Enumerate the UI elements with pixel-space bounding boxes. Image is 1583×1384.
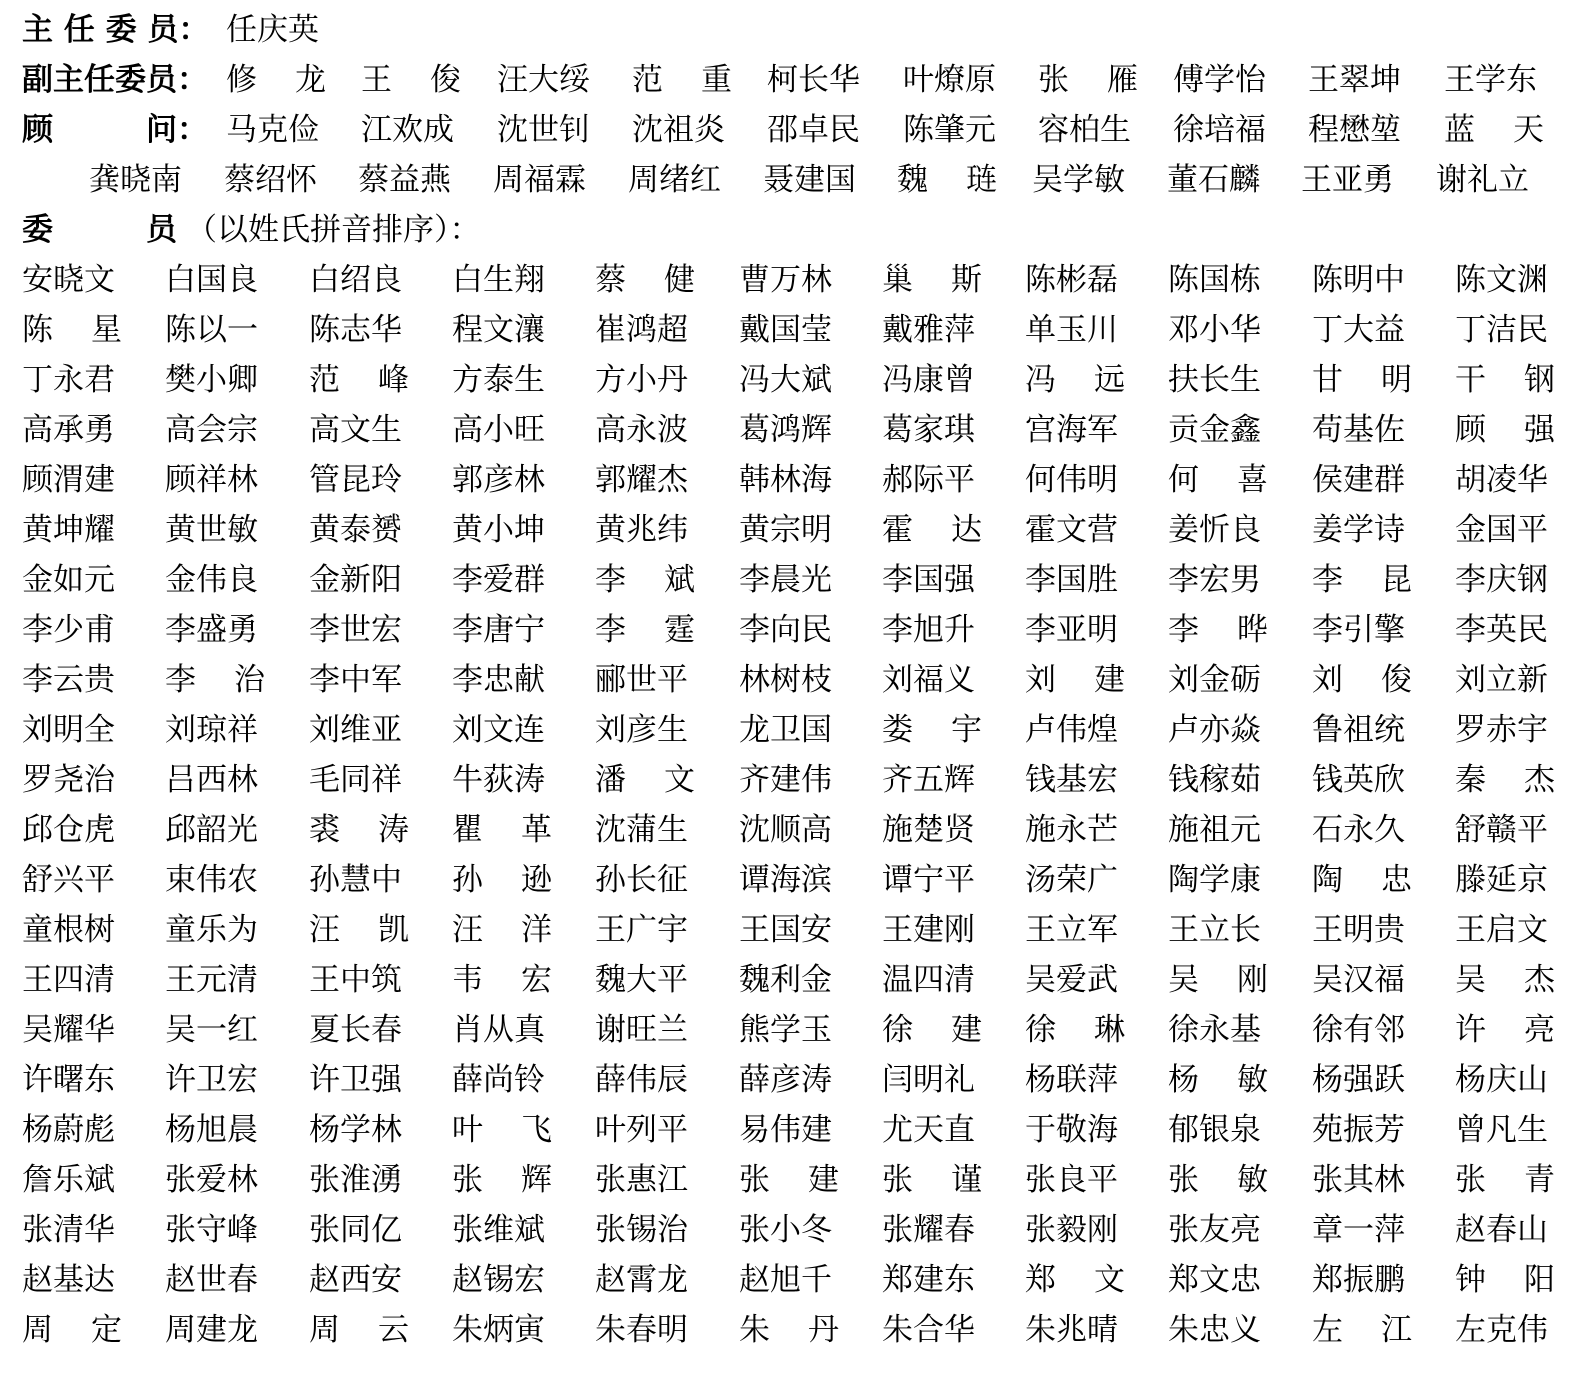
member-name: 李中军 bbox=[309, 662, 402, 698]
member-name: 李 晔 bbox=[1168, 612, 1268, 648]
vice-director-name: 王翠坤 bbox=[1308, 62, 1401, 98]
members-label: 委 员 bbox=[22, 212, 177, 248]
member-name: 杨庆山 bbox=[1455, 1062, 1548, 1098]
member-name: 朱炳寅 bbox=[452, 1312, 545, 1348]
vice-director-name: 王学东 bbox=[1444, 62, 1537, 98]
member-name: 李 昆 bbox=[1312, 562, 1412, 598]
member-name: 徐有邻 bbox=[1312, 1012, 1405, 1048]
member-name: 顾 强 bbox=[1455, 412, 1555, 448]
member-name: 王国安 bbox=[739, 912, 832, 948]
member-name: 谭宁平 bbox=[882, 862, 975, 898]
member-name: 李英民 bbox=[1455, 612, 1548, 648]
member-name: 高小旺 bbox=[452, 412, 545, 448]
member-name: 杨联萍 bbox=[1025, 1062, 1118, 1098]
member-name: 安晓文 bbox=[22, 262, 115, 298]
member-name: 高永波 bbox=[595, 412, 688, 448]
advisor-name: 吴学敏 bbox=[1032, 162, 1125, 198]
member-name: 李宏男 bbox=[1168, 562, 1261, 598]
member-name: 程文瀼 bbox=[452, 312, 545, 348]
member-name: 李庆钢 bbox=[1455, 562, 1548, 598]
member-name: 张 建 bbox=[739, 1162, 839, 1198]
member-name: 赵世春 bbox=[165, 1262, 258, 1298]
member-name: 王建刚 bbox=[882, 912, 975, 948]
member-name: 韩林海 bbox=[739, 462, 832, 498]
member-name: 赵基达 bbox=[22, 1262, 115, 1298]
member-name: 赵春山 bbox=[1455, 1212, 1548, 1248]
member-name: 贡金鑫 bbox=[1168, 412, 1261, 448]
member-name: 张淮湧 bbox=[309, 1162, 402, 1198]
advisor-name: 蓝 天 bbox=[1444, 112, 1544, 148]
member-name: 李国胜 bbox=[1025, 562, 1118, 598]
member-name: 魏大平 bbox=[595, 962, 688, 998]
member-name: 张同亿 bbox=[309, 1212, 402, 1248]
member-name: 许卫强 bbox=[309, 1062, 402, 1098]
member-name: 钱稼茹 bbox=[1168, 762, 1261, 798]
member-name: 李世宏 bbox=[309, 612, 402, 648]
member-name: 杨 敏 bbox=[1168, 1062, 1268, 1098]
member-name: 范 峰 bbox=[309, 362, 409, 398]
member-name: 闫明礼 bbox=[882, 1062, 975, 1098]
advisor-name: 周福霖 bbox=[493, 162, 586, 198]
member-name: 王启文 bbox=[1455, 912, 1548, 948]
member-name: 赵西安 bbox=[309, 1262, 402, 1298]
member-name: 张 辉 bbox=[452, 1162, 552, 1198]
member-name: 陈明中 bbox=[1312, 262, 1405, 298]
member-name: 许卫宏 bbox=[165, 1062, 258, 1098]
member-name: 赵旭千 bbox=[739, 1262, 832, 1298]
member-name: 张其林 bbox=[1312, 1162, 1405, 1198]
advisor-name: 蔡绍怀 bbox=[224, 162, 317, 198]
member-name: 娄 宇 bbox=[882, 712, 982, 748]
vice-director-name: 王 俊 bbox=[361, 62, 461, 98]
member-name: 夏长春 bbox=[309, 1012, 402, 1048]
member-name: 吴爱武 bbox=[1025, 962, 1118, 998]
member-name: 朱合华 bbox=[882, 1312, 975, 1348]
member-name: 肖从真 bbox=[452, 1012, 545, 1048]
member-name: 苑振芳 bbox=[1312, 1112, 1405, 1148]
member-name: 吴汉福 bbox=[1312, 962, 1405, 998]
member-name: 王广宇 bbox=[595, 912, 688, 948]
vice-director-name: 叶燎原 bbox=[903, 62, 996, 98]
member-name: 金国平 bbox=[1455, 512, 1548, 548]
member-name: 扶长生 bbox=[1168, 362, 1261, 398]
member-name: 郭耀杰 bbox=[595, 462, 688, 498]
member-name: 张耀春 bbox=[882, 1212, 975, 1248]
member-name: 李旭升 bbox=[882, 612, 975, 648]
member-name: 吴耀华 bbox=[22, 1012, 115, 1048]
member-name: 滕延京 bbox=[1455, 862, 1548, 898]
member-name: 陈志华 bbox=[309, 312, 402, 348]
advisor-name: 蔡益燕 bbox=[358, 162, 451, 198]
member-name: 张友亮 bbox=[1168, 1212, 1261, 1248]
member-name: 龙卫国 bbox=[739, 712, 832, 748]
member-name: 葛鸿辉 bbox=[739, 412, 832, 448]
member-name: 崔鸿超 bbox=[595, 312, 688, 348]
advisor-name: 容柏生 bbox=[1038, 112, 1131, 148]
member-name: 张 敏 bbox=[1168, 1162, 1268, 1198]
vice-director-name: 张 雁 bbox=[1038, 62, 1138, 98]
member-name: 叶列平 bbox=[595, 1112, 688, 1148]
member-name: 杨学林 bbox=[309, 1112, 402, 1148]
member-name: 章一萍 bbox=[1312, 1212, 1405, 1248]
member-name: 舒赣平 bbox=[1455, 812, 1548, 848]
member-name: 张爱林 bbox=[165, 1162, 258, 1198]
member-name: 易伟建 bbox=[739, 1112, 832, 1148]
member-name: 霍 达 bbox=[882, 512, 982, 548]
member-name: 王四清 bbox=[22, 962, 115, 998]
member-name: 朱春明 bbox=[595, 1312, 688, 1348]
member-name: 詹乐斌 bbox=[22, 1162, 115, 1198]
member-name: 施楚贤 bbox=[882, 812, 975, 848]
member-name: 李云贵 bbox=[22, 662, 115, 698]
member-name: 黄坤耀 bbox=[22, 512, 115, 548]
member-name: 卢伟煌 bbox=[1025, 712, 1118, 748]
member-name: 邱韶光 bbox=[165, 812, 258, 848]
member-name: 张惠江 bbox=[595, 1162, 688, 1198]
member-name: 张小冬 bbox=[739, 1212, 832, 1248]
member-name: 高会宗 bbox=[165, 412, 258, 448]
member-name: 孙长征 bbox=[595, 862, 688, 898]
member-name: 张清华 bbox=[22, 1212, 115, 1248]
member-name: 樊小卿 bbox=[165, 362, 258, 398]
advisor-name: 聂建国 bbox=[763, 162, 856, 198]
member-name: 李忠献 bbox=[452, 662, 545, 698]
member-name: 郁银泉 bbox=[1168, 1112, 1261, 1148]
member-name: 冯康曾 bbox=[882, 362, 975, 398]
member-name: 沈顺高 bbox=[739, 812, 832, 848]
member-name: 叶 飞 bbox=[452, 1112, 552, 1148]
member-name: 丁永君 bbox=[22, 362, 115, 398]
advisors-label: 顾 问： bbox=[22, 112, 208, 148]
member-name: 白生翔 bbox=[452, 262, 545, 298]
member-name: 何 喜 bbox=[1168, 462, 1268, 498]
member-name: 陈国栋 bbox=[1168, 262, 1261, 298]
member-name: 张 谨 bbox=[882, 1162, 982, 1198]
member-name: 刘维亚 bbox=[309, 712, 402, 748]
member-name: 白国良 bbox=[165, 262, 258, 298]
member-name: 丁大益 bbox=[1312, 312, 1405, 348]
member-name: 金伟良 bbox=[165, 562, 258, 598]
member-name: 周 定 bbox=[22, 1312, 122, 1348]
member-name: 刘金砺 bbox=[1168, 662, 1261, 698]
member-name: 葛家琪 bbox=[882, 412, 975, 448]
member-name: 牛荻涛 bbox=[452, 762, 545, 798]
member-name: 鲁祖统 bbox=[1312, 712, 1405, 748]
member-name: 郑 文 bbox=[1025, 1262, 1125, 1298]
member-name: 徐永基 bbox=[1168, 1012, 1261, 1048]
member-name: 张毅刚 bbox=[1025, 1212, 1118, 1248]
member-name: 王中筑 bbox=[309, 962, 402, 998]
member-name: 许曙东 bbox=[22, 1062, 115, 1098]
member-name: 王明贵 bbox=[1312, 912, 1405, 948]
member-name: 郝际平 bbox=[882, 462, 975, 498]
member-name: 吕西林 bbox=[165, 762, 258, 798]
member-name: 孙 逊 bbox=[452, 862, 552, 898]
member-name: 薛彦涛 bbox=[739, 1062, 832, 1098]
member-name: 干 钢 bbox=[1455, 362, 1555, 398]
advisor-name: 周绪红 bbox=[628, 162, 721, 198]
member-name: 侯建群 bbox=[1312, 462, 1405, 498]
director-name: 任庆英 bbox=[226, 12, 319, 48]
member-name: 沈蒲生 bbox=[595, 812, 688, 848]
member-name: 钱基宏 bbox=[1025, 762, 1118, 798]
member-name: 高承勇 bbox=[22, 412, 115, 448]
member-name: 李少甫 bbox=[22, 612, 115, 648]
vice-director-name: 傅学怡 bbox=[1173, 62, 1266, 98]
advisor-name: 陈肇元 bbox=[903, 112, 996, 148]
member-name: 陈 星 bbox=[22, 312, 122, 348]
member-name: 刘琼祥 bbox=[165, 712, 258, 748]
member-name: 王立长 bbox=[1168, 912, 1261, 948]
member-name: 刘 建 bbox=[1025, 662, 1125, 698]
advisor-name: 魏 琏 bbox=[897, 162, 997, 198]
member-name: 施祖元 bbox=[1168, 812, 1261, 848]
vice-director-name: 汪大绥 bbox=[497, 62, 590, 98]
member-name: 陈彬磊 bbox=[1025, 262, 1118, 298]
member-name: 童根树 bbox=[22, 912, 115, 948]
member-name: 谭海滨 bbox=[739, 862, 832, 898]
member-name: 黄小坤 bbox=[452, 512, 545, 548]
member-name: 陶 忠 bbox=[1312, 862, 1412, 898]
member-name: 秦 杰 bbox=[1455, 762, 1555, 798]
member-name: 朱兆晴 bbox=[1025, 1312, 1118, 1348]
member-name: 郑建东 bbox=[882, 1262, 975, 1298]
member-name: 汪 凯 bbox=[309, 912, 409, 948]
member-name: 刘文连 bbox=[452, 712, 545, 748]
advisor-name: 董石麟 bbox=[1167, 162, 1260, 198]
member-name: 李引擎 bbox=[1312, 612, 1405, 648]
advisor-name: 马克俭 bbox=[226, 112, 319, 148]
member-name: 李亚明 bbox=[1025, 612, 1118, 648]
member-name: 曾凡生 bbox=[1455, 1112, 1548, 1148]
member-name: 刘福义 bbox=[882, 662, 975, 698]
member-name: 刘立新 bbox=[1455, 662, 1548, 698]
member-name: 单玉川 bbox=[1025, 312, 1118, 348]
member-name: 徐 建 bbox=[882, 1012, 982, 1048]
member-name: 高文生 bbox=[309, 412, 402, 448]
member-name: 韦 宏 bbox=[452, 962, 552, 998]
member-name: 温四清 bbox=[882, 962, 975, 998]
member-name: 刘彦生 bbox=[595, 712, 688, 748]
member-name: 宫海军 bbox=[1025, 412, 1118, 448]
member-name: 吴一红 bbox=[165, 1012, 258, 1048]
member-name: 姜忻良 bbox=[1168, 512, 1261, 548]
member-name: 李向民 bbox=[739, 612, 832, 648]
member-name: 黄宗明 bbox=[739, 512, 832, 548]
member-name: 曹万林 bbox=[739, 262, 832, 298]
member-name: 赵锡宏 bbox=[452, 1262, 545, 1298]
member-name: 赵霄龙 bbox=[595, 1262, 688, 1298]
vice-director-name: 修 龙 bbox=[226, 62, 326, 98]
members-note: （以姓氏拼音排序）： bbox=[186, 212, 481, 248]
member-name: 方泰生 bbox=[452, 362, 545, 398]
member-name: 杨旭晨 bbox=[165, 1112, 258, 1148]
member-name: 薛尚铃 bbox=[452, 1062, 545, 1098]
member-name: 罗赤宇 bbox=[1455, 712, 1548, 748]
member-name: 郦世平 bbox=[595, 662, 688, 698]
member-name: 蔡 健 bbox=[595, 262, 695, 298]
member-name: 金新阳 bbox=[309, 562, 402, 598]
member-name: 魏利金 bbox=[739, 962, 832, 998]
member-name: 林树枝 bbox=[739, 662, 832, 698]
member-name: 杨蔚彪 bbox=[22, 1112, 115, 1148]
member-name: 施永芒 bbox=[1025, 812, 1118, 848]
member-name: 裘 涛 bbox=[309, 812, 409, 848]
member-name: 石永久 bbox=[1312, 812, 1405, 848]
advisor-name: 徐培福 bbox=[1173, 112, 1266, 148]
member-name: 苟基佐 bbox=[1312, 412, 1405, 448]
member-name: 杨强跃 bbox=[1312, 1062, 1405, 1098]
advisor-name: 王亚勇 bbox=[1301, 162, 1394, 198]
member-name: 于敬海 bbox=[1025, 1112, 1118, 1148]
member-name: 汪 洋 bbox=[452, 912, 552, 948]
member-name: 左克伟 bbox=[1455, 1312, 1548, 1348]
vice-directors-label: 副主任委员： bbox=[22, 62, 208, 98]
member-name: 钟 阳 bbox=[1455, 1262, 1555, 1298]
member-name: 金如元 bbox=[22, 562, 115, 598]
advisor-name: 龚晓南 bbox=[89, 162, 182, 198]
member-name: 刘明全 bbox=[22, 712, 115, 748]
advisor-name: 沈祖炎 bbox=[632, 112, 725, 148]
member-name: 李晨光 bbox=[739, 562, 832, 598]
member-name: 陈以一 bbox=[165, 312, 258, 348]
member-name: 童乐为 bbox=[165, 912, 258, 948]
member-name: 熊学玉 bbox=[739, 1012, 832, 1048]
member-name: 张良平 bbox=[1025, 1162, 1118, 1198]
director-label: 主 任 委 员： bbox=[22, 12, 210, 48]
member-name: 甘 明 bbox=[1312, 362, 1412, 398]
member-name: 戴雅萍 bbox=[882, 312, 975, 348]
member-name: 钱英欣 bbox=[1312, 762, 1405, 798]
member-name: 许 亮 bbox=[1455, 1012, 1555, 1048]
member-name: 孙慧中 bbox=[309, 862, 402, 898]
member-name: 李盛勇 bbox=[165, 612, 258, 648]
member-name: 顾渭建 bbox=[22, 462, 115, 498]
member-name: 邱仓虎 bbox=[22, 812, 115, 848]
advisor-name: 谢礼立 bbox=[1436, 162, 1529, 198]
vice-director-name: 范 重 bbox=[632, 62, 732, 98]
member-name: 谢旺兰 bbox=[595, 1012, 688, 1048]
member-name: 姜学诗 bbox=[1312, 512, 1405, 548]
member-name: 汤荣广 bbox=[1025, 862, 1118, 898]
member-name: 李爱群 bbox=[452, 562, 545, 598]
member-name: 郭彦林 bbox=[452, 462, 545, 498]
member-name: 张锡治 bbox=[595, 1212, 688, 1248]
member-name: 齐五辉 bbox=[882, 762, 975, 798]
member-name: 管昆玲 bbox=[309, 462, 402, 498]
member-name: 周 云 bbox=[309, 1312, 409, 1348]
member-name: 冯 远 bbox=[1025, 362, 1125, 398]
advisor-name: 程懋堃 bbox=[1308, 112, 1401, 148]
member-name: 左 江 bbox=[1312, 1312, 1412, 1348]
member-name: 李 霆 bbox=[595, 612, 695, 648]
member-name: 朱 丹 bbox=[739, 1312, 839, 1348]
member-name: 张 青 bbox=[1455, 1162, 1555, 1198]
member-name: 卢亦焱 bbox=[1168, 712, 1261, 748]
member-name: 薛伟辰 bbox=[595, 1062, 688, 1098]
member-name: 陶学康 bbox=[1168, 862, 1261, 898]
member-name: 霍文营 bbox=[1025, 512, 1118, 548]
member-name: 何伟明 bbox=[1025, 462, 1118, 498]
member-name: 齐建伟 bbox=[739, 762, 832, 798]
member-name: 吴 杰 bbox=[1455, 962, 1555, 998]
member-name: 李 斌 bbox=[595, 562, 695, 598]
member-name: 李 治 bbox=[165, 662, 265, 698]
member-name: 胡凌华 bbox=[1455, 462, 1548, 498]
member-name: 毛同祥 bbox=[309, 762, 402, 798]
member-name: 冯大斌 bbox=[739, 362, 832, 398]
member-name: 吴 刚 bbox=[1168, 962, 1268, 998]
member-name: 丁洁民 bbox=[1455, 312, 1548, 348]
member-name: 邓小华 bbox=[1168, 312, 1261, 348]
member-name: 潘 文 bbox=[595, 762, 695, 798]
member-name: 刘 俊 bbox=[1312, 662, 1412, 698]
member-name: 尤天直 bbox=[882, 1112, 975, 1148]
advisor-name: 沈世钊 bbox=[497, 112, 590, 148]
member-name: 瞿 革 bbox=[452, 812, 552, 848]
member-name: 徐 琳 bbox=[1025, 1012, 1125, 1048]
member-name: 李唐宁 bbox=[452, 612, 545, 648]
member-name: 郑文忠 bbox=[1168, 1262, 1261, 1298]
member-name: 顾祥林 bbox=[165, 462, 258, 498]
member-name: 张守峰 bbox=[165, 1212, 258, 1248]
member-name: 陈文渊 bbox=[1455, 262, 1548, 298]
member-name: 王元清 bbox=[165, 962, 258, 998]
member-name: 戴国莹 bbox=[739, 312, 832, 348]
member-name: 罗尧治 bbox=[22, 762, 115, 798]
member-name: 舒兴平 bbox=[22, 862, 115, 898]
vice-director-name: 柯长华 bbox=[767, 62, 860, 98]
member-name: 黄兆纬 bbox=[595, 512, 688, 548]
member-name: 周建龙 bbox=[165, 1312, 258, 1348]
member-name: 郑振鹏 bbox=[1312, 1262, 1405, 1298]
member-name: 方小丹 bbox=[595, 362, 688, 398]
member-name: 黄泰赟 bbox=[309, 512, 402, 548]
member-name: 黄世敏 bbox=[165, 512, 258, 548]
advisor-name: 江欢成 bbox=[361, 112, 454, 148]
member-name: 巢 斯 bbox=[882, 262, 982, 298]
member-name: 王立军 bbox=[1025, 912, 1118, 948]
member-name: 李国强 bbox=[882, 562, 975, 598]
advisor-name: 邵卓民 bbox=[767, 112, 860, 148]
member-name: 朱忠义 bbox=[1168, 1312, 1261, 1348]
member-name: 束伟农 bbox=[165, 862, 258, 898]
member-name: 白绍良 bbox=[309, 262, 402, 298]
member-name: 张维斌 bbox=[452, 1212, 545, 1248]
